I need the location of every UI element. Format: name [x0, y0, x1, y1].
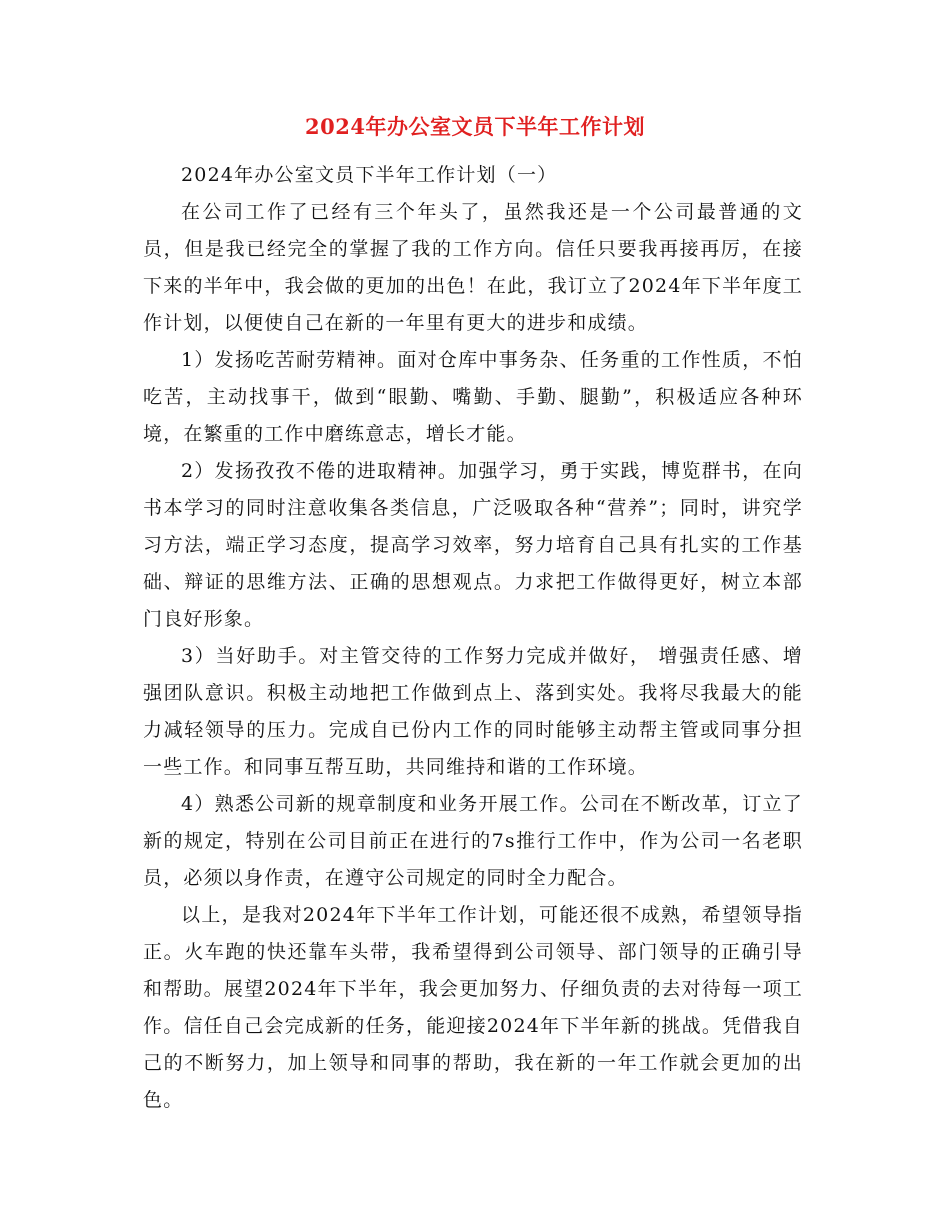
paragraph-conclusion: 以上，是我对2024年下半年工作计划，可能还很不成熟，希望领导指正。火车跑的快还靠车头带，我希望得到公司领导、部门领导的正确引导和帮助。展望2024年下半年，我会更加努力、仔细负责的去对待每一项工作。信任自己会完成新的任务，能迎接2024年下半年新的挑战。凭借我自己的不断努力，加上领导和同事的帮助，我在新的一年工作就会更加的出色。	[143, 904, 803, 1111]
paragraph-item-1: 1）发扬吃苦耐劳精神。面对仓库中事务杂、任务重的工作性质，不怕吃苦，主动找事干，做到“眼勤、嘴勤、手勤、腿勤”，积极适应各种环境，在繁重的工作中磨练意志，增长才能。	[143, 349, 803, 445]
paragraph-intro: 在公司工作了已经有三个年头了，虽然我还是一个公司最普通的文员，但是我已经完全的掌握了我的工作方向。信任只要我再接再厉，在接下来的半年中，我会做的更加的出色！在此，我订立了2024年下半年度工作计划，以便使自己在新的一年里有更大的进步和成绩。	[143, 201, 803, 334]
paragraph-item-4: 4）熟悉公司新的规章制度和业务开展工作。公司在不断改革，订立了新的规定，特别在公司目前正在进行的7s推行工作中，作为公司一名老职员，必须以身作责，在遵守公司规定的同时全力配合。	[143, 793, 803, 889]
document-body	[143, 157, 803, 1119]
paragraph-item-2: 2）发扬孜孜不倦的进取精神。加强学习，勇于实践，博览群书，在向书本学习的同时注意收集各类信息，广泛吸取各种“营养”；同时，讲究学习方法，端正学习态度，提高学习效率，努力培育自己具有扎实的工作基础、辩证的思维方法、正确的思想观点。力求把工作做得更好，树立本部门良好形象。	[143, 460, 803, 630]
paragraph-item-3: 3）当好助手。对主管交待的工作努力完成并做好， 增强责任感、增强团队意识。积极主动地把工作做到点上、落到实处。我将尽我最大的能力减轻领导的压力。完成自已份内工作的同时能够主动帮主管或同事分担一些工作。和同事互帮互助，共同维持和谐的工作环境。	[143, 645, 803, 778]
document-title: 2024年办公室文员下半年工作计划	[305, 114, 645, 139]
section-heading: 2024年办公室文员下半年工作计划（一）	[181, 164, 558, 186]
